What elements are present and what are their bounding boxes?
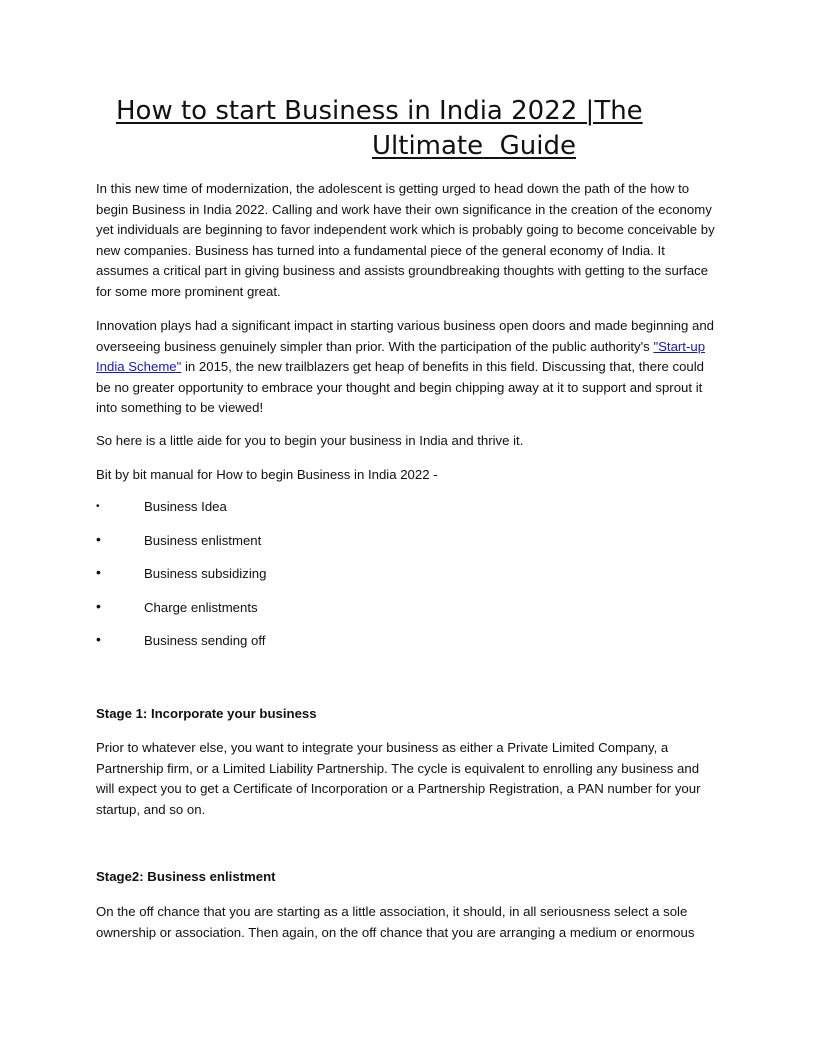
stage2-paragraph: On the off chance that you are starting as a little association, it should, in all seriousness select a sole ownership or association. Then again, on the off chance that you are arranging a medium or enormous	[96, 904, 695, 940]
bullet-icon: •	[96, 597, 101, 614]
bullet-icon: •	[96, 501, 100, 512]
aide-paragraph: So here is a little aide for you to begin your business in India and thrive it.	[96, 433, 524, 448]
manual-intro: Bit by bit manual for How to begin Business in India 2022 -	[96, 467, 438, 482]
stage1-paragraph: Prior to whatever else, you want to integrate your business as either a Private Limited Company, a Partnership firm, or a Limited Liability Partnership. The cycle is equivalent to enrolling any business and will expect you to get a Certificate of Incorporation or a Partnership Registration, a PAN number for your startup, and so on.	[96, 740, 701, 817]
bullet-icon: •	[96, 631, 101, 648]
bullet-icon: •	[96, 530, 101, 547]
intro-paragraph: In this new time of modernization, the adolescent is getting urged to head down the path of the how to begin Business in India 2022. Calling and work have their own significance in the creation of the economy yet individuals are beginning to favor independent work which is probably going to become conceivable by new companies. Business has turned into a fundamental piece of the general economy of India. It assumes a critical part in giving business and assists groundbreaking thoughts with getting to the surface for some more prominent great.	[96, 181, 715, 299]
document-title-line-1: How to start Business in India 2022 |The	[116, 96, 643, 126]
startup-india-scheme-link[interactable]: "Start-up India Scheme"	[96, 338, 706, 375]
innovation-paragraph: Innovation plays had a significant impact in starting various business open doors and made beginning and overseeing business genuinely simpler than prior. With the participation of the public authority's "Start-up India Scheme" in 2015, the new trailblazers get heap of benefits in this field. Discussing that, there could be no greater opportunity to embrace your thought and begin chipping away at it to support and sprout it into something to be viewed!	[96, 318, 715, 416]
bullet-icon: •	[96, 564, 101, 581]
document-page: How to start Business in India 2022 |The Ultimate Guide In this new time of modernization, the adolescent is getting urged to head down the path of the how to begin Business in India 2022. Calling and work have their own significance in the creation of the economy yet individuals are beginning to favor independent work which is probably going to become conceivable by new companies. Business has turned into a fundamental piece of the general economy of India. It assumes a critical part in giving business and assists groundbreaking thoughts with getting to the surface for some more prominent great. Innovation plays had a significant impact in starting various business open doors and made beginning and overseeing business genuinely simpler than prior. With the participation of the public authority's "Start-up India Scheme" in 2015, the new trailblazers get heap of benefits in this field. Discussing that, there could be no greater opportunity to embrace your thought and begin chipping away at it to support and sprout it into something to be viewed! So here is a little aide for you to begin your business in India and thrive it. Bit by bit manual for How to begin Business in India 2022 - • Business Idea • Business enlistment • Business subsidizing • Charge enlistments • Business sending off Stage 1: Incorporate your business Prior to whatever else, you want to integrate your business as either a Private Limited Company, a Partnership firm, or a Limited Liability Partnership. The cycle is equivalent to enrolling any business and will expect you to get a Certificate of Incorporation or a Partnership Registration, a PAN number for your startup, and so on. Stage2: Business enlistment On the off chance that you are starting as a little association, it should, in all seriousness select a sole ownership or association. Then again, on the off chance that you are arranging a medium or enormous	[0, 0, 816, 1056]
stage1-heading: Stage 1: Incorporate your business	[96, 706, 317, 721]
title-word-ultimate: Ultimate	[372, 131, 484, 161]
stage2-heading: Stage2: Business enlistment	[96, 869, 276, 884]
document-title-line-2	[372, 128, 712, 164]
title-word-guide: Guide	[499, 131, 577, 161]
